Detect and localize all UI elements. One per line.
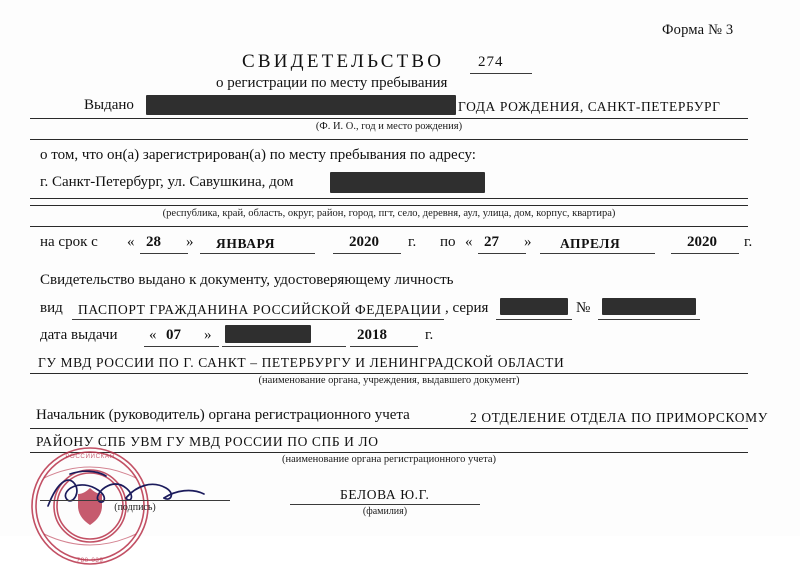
- term-quote-open-to: «: [465, 234, 473, 250]
- passport-number-redaction: [602, 298, 696, 315]
- fio-redaction: [146, 95, 456, 115]
- fio-caption: (Ф. И. О., год и место рождения): [315, 121, 463, 132]
- identity-issue-month-rule: [222, 346, 346, 347]
- issued-to-label: Выдано: [84, 97, 134, 113]
- address-rule-2: [30, 205, 748, 206]
- term-year-from: 2020: [349, 234, 379, 250]
- identity-type-rule: [72, 319, 444, 320]
- term-year-to-rule: [671, 253, 739, 254]
- identity-number-label: №: [576, 300, 591, 316]
- term-day-to-rule: [478, 253, 526, 254]
- identity-authority-rule: [30, 373, 748, 374]
- identity-issue-year-rule: [350, 346, 418, 347]
- identity-series-label: , серия: [445, 300, 489, 316]
- surname-rule: [290, 504, 480, 505]
- identity-authority-caption: (наименование органа, учреждения, выдавшего документ): [258, 375, 520, 386]
- identity-issue-day-rule: [144, 346, 219, 347]
- address-caption-rule: [30, 226, 748, 227]
- certificate-number-rule: [470, 73, 532, 74]
- term-month-from-rule: [200, 253, 315, 254]
- official-rule-1: [30, 428, 748, 429]
- identity-issue-date-label: дата выдачи: [40, 327, 118, 343]
- identity-number-rule: [598, 319, 700, 320]
- term-day-from: 28: [146, 234, 161, 250]
- official-body-caption: (наименование органа регистрационного учета): [281, 454, 497, 465]
- identity-series-rule: [496, 319, 572, 320]
- identity-intro: Свидетельство выдано к документу, удостоверяющему личность: [40, 272, 454, 288]
- term-prefix: на срок с: [40, 234, 98, 250]
- document-subtitle: о регистрации по месту пребывания: [216, 75, 448, 91]
- official-body-line-1: 2 ОТДЕЛЕНИЕ ОТДЕЛА ПО ПРИМОРСКОМУ: [470, 410, 768, 425]
- identity-issue-year: 2018: [357, 327, 387, 343]
- issue-quote-open: «: [149, 327, 157, 343]
- issued-to-rule: [30, 118, 748, 119]
- identity-type-label: вид: [40, 300, 63, 316]
- surname-caption: (фамилия): [362, 506, 408, 517]
- issued-to-suffix: ГОДА РОЖДЕНИЯ, САНКТ-ПЕТЕРБУРГ: [458, 99, 721, 114]
- term-quote-close-from: »: [186, 234, 194, 250]
- signature-rule: [40, 500, 230, 501]
- fio-caption-rule: [30, 139, 748, 140]
- term-month-to-rule: [540, 253, 655, 254]
- address-line: г. Санкт-Петербург, ул. Савушкина, дом: [40, 174, 294, 190]
- address-caption: (республика, край, область, округ, район, город, пгт, село, деревня, аул, улица, дом, корпус, квартира): [162, 208, 616, 219]
- signature-caption: (подпись): [114, 502, 156, 513]
- official-title-line: Начальник (руководитель) органа регистрационного учета: [36, 407, 410, 423]
- term-day-to: 27: [484, 234, 499, 250]
- house-number-redaction: [330, 172, 485, 193]
- term-day-from-rule: [140, 253, 188, 254]
- term-mid: по: [440, 234, 456, 250]
- identity-authority: ГУ МВД РОССИИ ПО Г. САНКТ – ПЕТЕРБУРГУ И ЛЕНИНГРАДСКОЙ ОБЛАСТИ: [38, 355, 565, 370]
- passport-series-redaction: [500, 298, 568, 315]
- certificate-number: 274: [478, 54, 504, 70]
- official-body-line-2: РАЙОНУ СПБ УВМ ГУ МВД РОССИИ ПО СПБ И ЛО: [36, 434, 379, 449]
- identity-issue-day: 07: [166, 327, 181, 343]
- term-year-to: 2020: [687, 234, 717, 250]
- term-year-from-rule: [333, 253, 401, 254]
- svg-text:780-039: 780-039: [76, 557, 104, 564]
- address-rule: [30, 198, 748, 199]
- registered-line: о том, что он(а) зарегистрирован(а) по месту пребывания по адресу:: [40, 147, 476, 163]
- term-month-from: ЯНВАРЯ: [216, 236, 276, 251]
- term-year-from-suffix: г.: [408, 234, 417, 250]
- term-month-to: АПРЕЛЯ: [560, 236, 621, 251]
- official-surname: БЕЛОВА Ю.Г.: [340, 487, 430, 502]
- term-quote-close-to: »: [524, 234, 532, 250]
- svg-text:РОССИЙСКАЯ: РОССИЙСКАЯ: [65, 453, 115, 460]
- term-quote-open-from: «: [127, 234, 135, 250]
- form-number: Форма № 3: [662, 22, 734, 38]
- identity-issue-year-suffix: г.: [425, 327, 434, 343]
- issue-month-redaction: [225, 325, 311, 343]
- document-title: СВИДЕТЕЛЬСТВО: [242, 51, 445, 72]
- identity-type-value: ПАСПОРТ ГРАЖДАНИНА РОССИЙСКОЙ ФЕДЕРАЦИИ: [78, 302, 442, 317]
- term-year-to-suffix: г.: [744, 234, 753, 250]
- issue-quote-close: »: [204, 327, 212, 343]
